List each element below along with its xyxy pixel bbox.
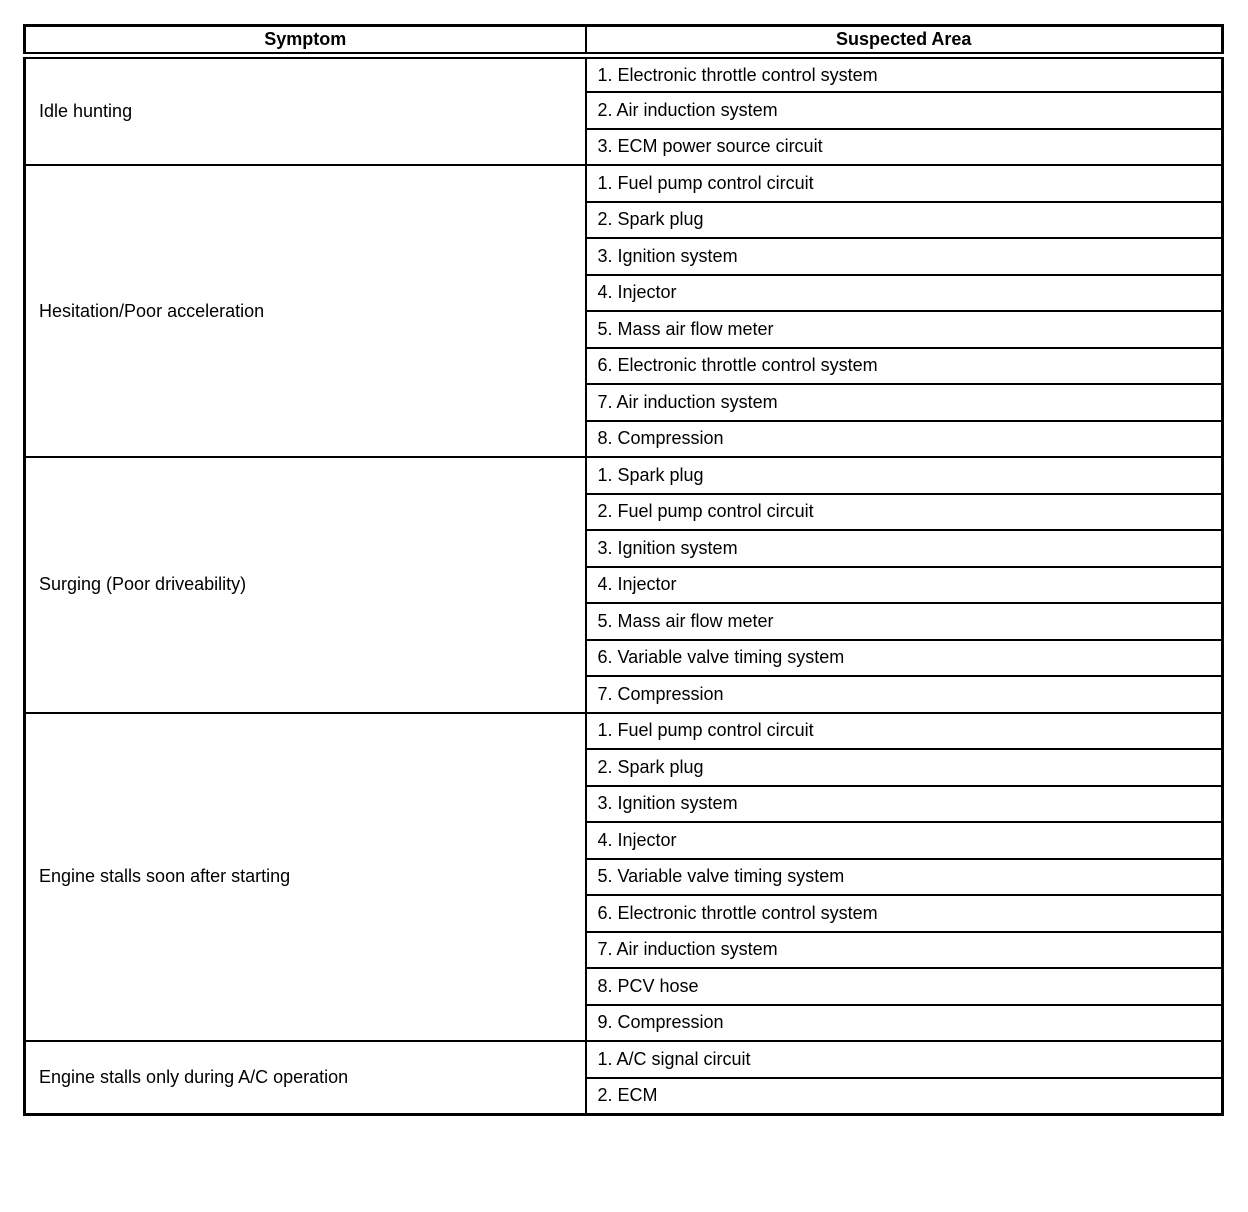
suspected-area-cell: 6. Electronic throttle control system <box>586 348 1223 385</box>
suspected-area-cell: 3. Ignition system <box>586 238 1223 275</box>
suspected-area-cell: 3. Ignition system <box>586 530 1223 567</box>
symptom-cell: Surging (Poor driveability) <box>25 457 586 713</box>
suspected-area-cell: 3. Ignition system <box>586 786 1223 823</box>
symptom-suspected-area-table <box>23 24 1224 1116</box>
suspected-area-cell: 5. Mass air flow meter <box>586 311 1223 348</box>
table-row <box>25 1041 1223 1078</box>
suspected-area-cell: 1. Electronic throttle control system <box>586 56 1223 93</box>
symptom-cell: Engine stalls only during A/C operation <box>25 1041 586 1114</box>
suspected-area-column-header: Suspected Area <box>586 26 1223 56</box>
symptom-column-header: Symptom <box>25 26 586 56</box>
symptom-cell: Engine stalls soon after starting <box>25 713 586 1042</box>
table-row <box>25 165 1223 202</box>
suspected-area-cell: 2. ECM <box>586 1078 1223 1115</box>
suspected-area-cell: 2. Fuel pump control circuit <box>586 494 1223 531</box>
suspected-area-cell: 6. Electronic throttle control system <box>586 895 1223 932</box>
suspected-area-cell: 5. Mass air flow meter <box>586 603 1223 640</box>
table-row <box>25 713 1223 750</box>
suspected-area-cell: 4. Injector <box>586 275 1223 312</box>
suspected-area-cell: 6. Variable valve timing system <box>586 640 1223 677</box>
suspected-area-cell: 8. Compression <box>586 421 1223 458</box>
suspected-area-cell: 4. Injector <box>586 567 1223 604</box>
header-row <box>25 26 1223 56</box>
table-row <box>25 457 1223 494</box>
suspected-area-cell: 5. Variable valve timing system <box>586 859 1223 896</box>
suspected-area-cell: 2. Spark plug <box>586 749 1223 786</box>
suspected-area-cell: 9. Compression <box>586 1005 1223 1042</box>
suspected-area-cell: 7. Air induction system <box>586 384 1223 421</box>
suspected-area-cell: 7. Air induction system <box>586 932 1223 969</box>
table-header <box>25 26 1223 56</box>
suspected-area-cell: 1. Fuel pump control circuit <box>586 165 1223 202</box>
table-row <box>25 56 1223 93</box>
suspected-area-cell: 8. PCV hose <box>586 968 1223 1005</box>
suspected-area-cell: 3. ECM power source circuit <box>586 129 1223 166</box>
suspected-area-cell: 2. Air induction system <box>586 92 1223 129</box>
symptom-cell: Hesitation/Poor acceleration <box>25 165 586 457</box>
suspected-area-cell: 1. Spark plug <box>586 457 1223 494</box>
suspected-area-cell: 7. Compression <box>586 676 1223 713</box>
suspected-area-cell: 1. A/C signal circuit <box>586 1041 1223 1078</box>
table-body <box>25 56 1223 1115</box>
suspected-area-cell: 4. Injector <box>586 822 1223 859</box>
symptom-cell: Idle hunting <box>25 56 586 166</box>
suspected-area-cell: 1. Fuel pump control circuit <box>586 713 1223 750</box>
suspected-area-cell: 2. Spark plug <box>586 202 1223 239</box>
